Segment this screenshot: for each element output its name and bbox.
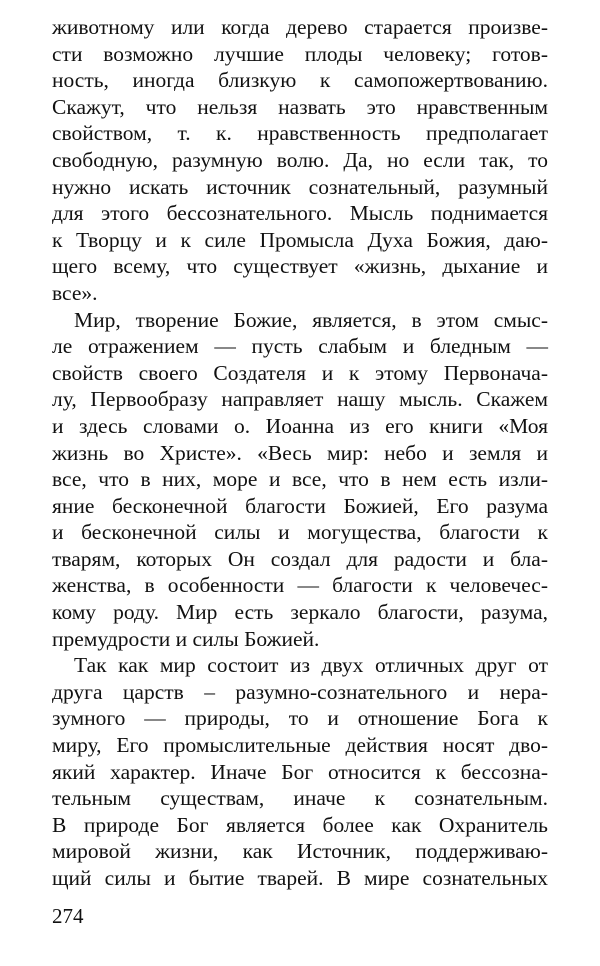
- text-line: кому роду. Мир есть зеркало благости, разума,: [52, 600, 548, 625]
- text-line: щий силы и бытие тварей. В мире сознательных: [52, 866, 548, 890]
- page-number: 274: [52, 904, 84, 928]
- text-line: Скажут, что нельзя назвать это нравственным: [52, 94, 548, 119]
- text-line: друга царств – разумно-сознательного и нера-: [52, 679, 548, 704]
- text-line: животному или когда дерево старается произве-: [52, 15, 548, 39]
- text-line: премудрости и силы Божией.: [52, 626, 320, 651]
- text-line: тварям, которых Он создал для радости и бла-: [52, 546, 548, 571]
- text-line: жизнь во Христе». «Весь мир: небо и земля и: [52, 440, 548, 465]
- text-line: свободную, разумную волю. Да, но если так, то: [52, 147, 548, 172]
- text-line: для этого бессознательного. Мысль поднимается: [52, 201, 548, 226]
- text-line: лу, Первообразу направляет нашу мысль. Скажем: [52, 387, 548, 412]
- text-line: и бесконечной силы и могущества, благости к: [52, 520, 548, 545]
- text-line: Мир, творение Божие, является, в этом смыс-: [74, 307, 548, 332]
- text-line: и здесь словами о. Иоанна из его книги «Моя: [52, 413, 548, 438]
- text-line: яние бесконечной благости Божией, Его разума: [52, 493, 548, 518]
- text-line: тельным существам, иначе к сознательным.: [52, 786, 548, 811]
- text-line: Так как мир состоит из двух отличных друг от: [74, 653, 548, 678]
- text-line: все, что в них, море и все, что в нем есть изли-: [52, 467, 548, 492]
- text-line: щего всему, что существует «жизнь, дыхание и: [52, 254, 548, 279]
- text-line: все».: [52, 280, 98, 305]
- text-line: В природе Бог является более как Охранитель: [52, 812, 548, 837]
- text-line: свойств своего Создателя и к этому Первонача-: [52, 360, 548, 385]
- text-line: ле отражением — пусть слабым и бледным —: [52, 334, 548, 359]
- page-body: [52, 14, 548, 892]
- paragraph: [52, 14, 548, 307]
- text-line: нужно искать источник сознательный, разумный: [52, 174, 548, 199]
- text-line: женства, в особенности — благости к человечес-: [52, 573, 548, 598]
- text-line: мировой жизни, как Источник, поддерживаю-: [52, 839, 548, 864]
- text-line: к Творцу и к силе Промысла Духа Божия, даю-: [52, 227, 548, 252]
- paragraph: [52, 652, 548, 891]
- text-line: сти возможно лучшие плоды человеку; готов-: [52, 41, 548, 66]
- text-line: зумного — природы, то и отношение Бога к: [52, 706, 548, 731]
- text-line: ность, иногда близкую к самопожертвованию.: [52, 68, 548, 93]
- text-line: миру, Его промыслительные действия носят дво-: [52, 733, 548, 758]
- text-line: свойством, т. к. нравственность предполагает: [52, 121, 548, 146]
- paragraph: [52, 307, 548, 653]
- text-line: який характер. Иначе Бог относится к бессозна-: [52, 759, 548, 784]
